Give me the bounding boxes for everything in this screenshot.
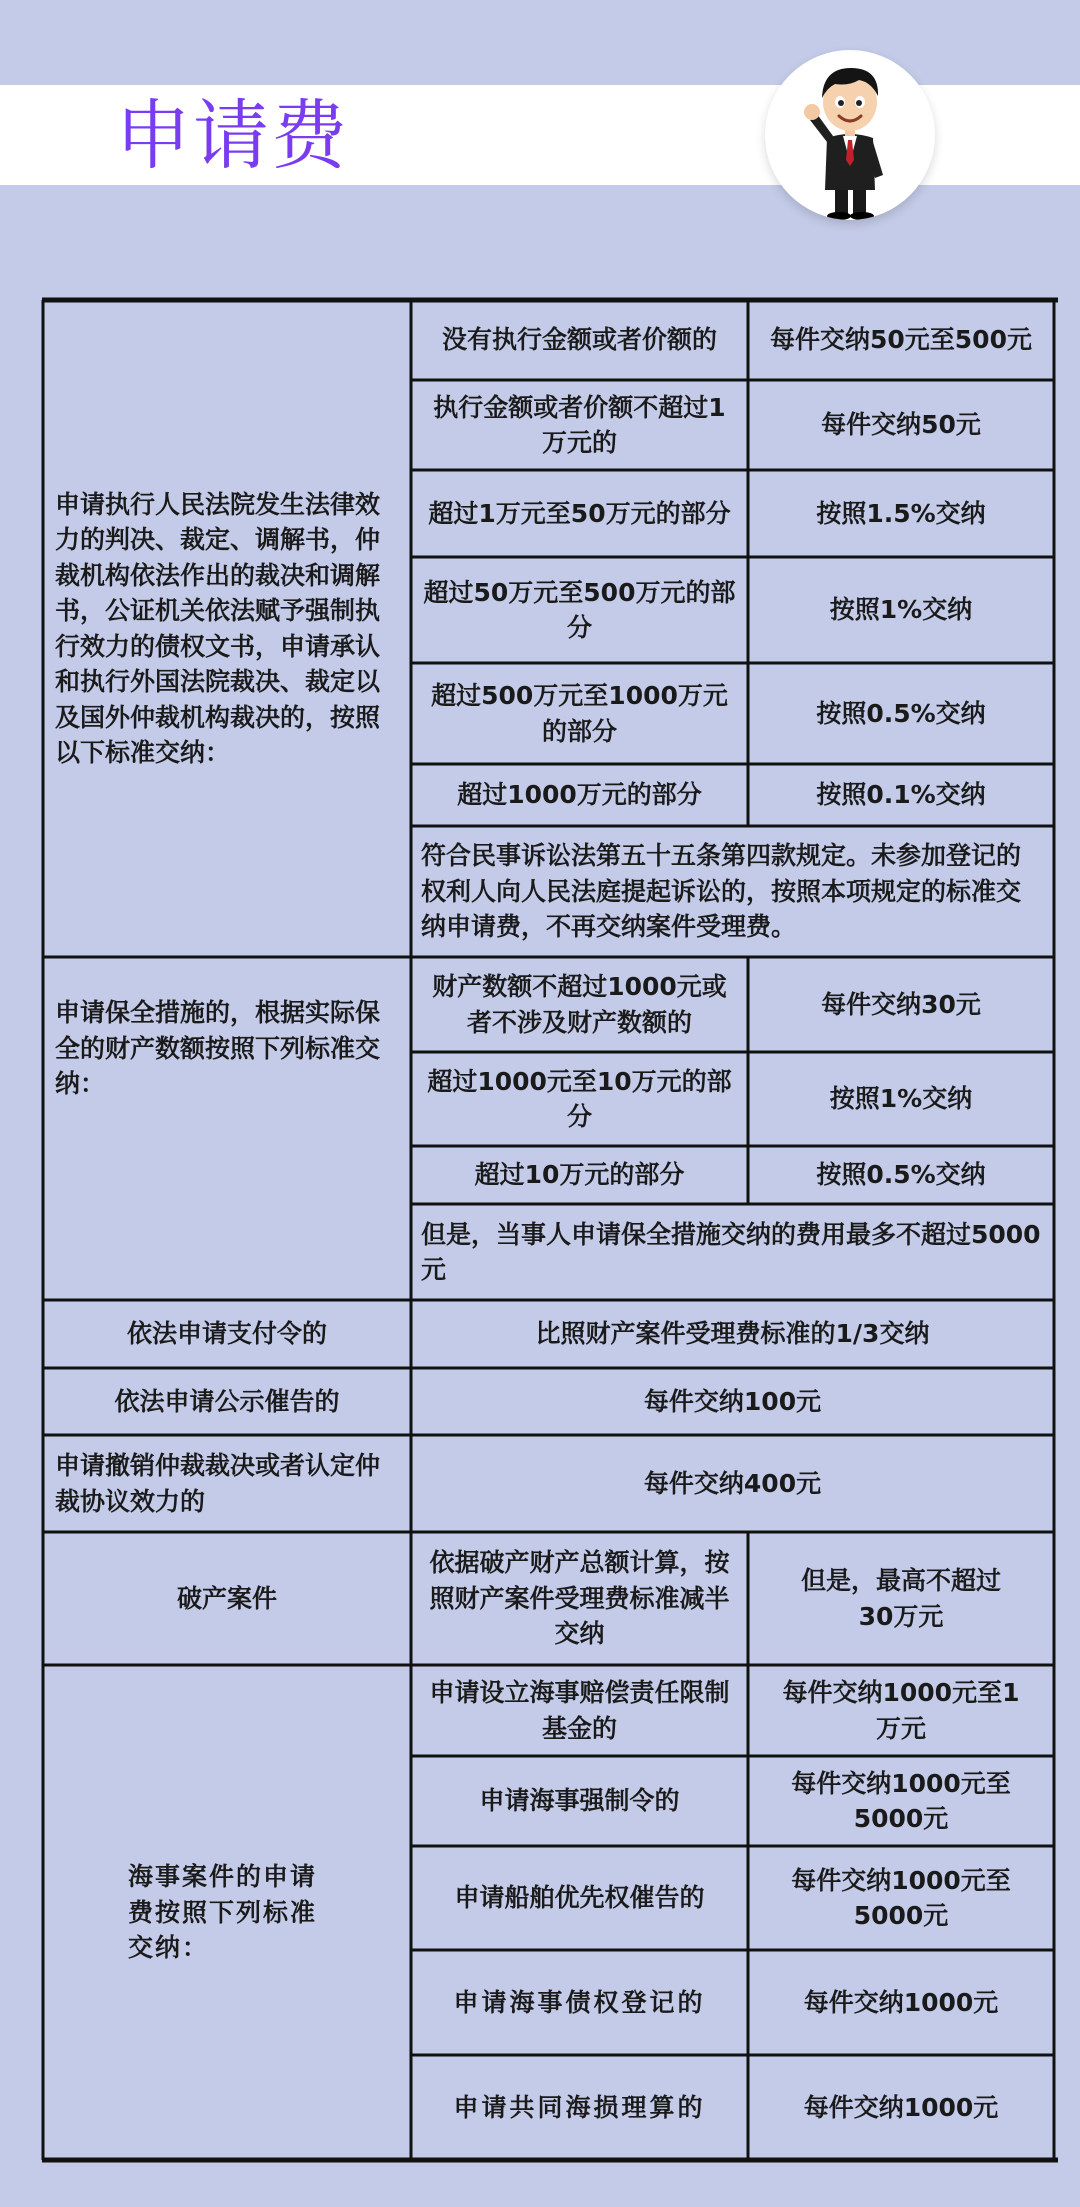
cond-maritime-4: 申请海事债权登记的 (453, 1987, 706, 2017)
note-preservation: 但是，当事人申请保全措施交纳的费用最多不超过5000元 (421, 1219, 1041, 1284)
cond-execution-2: 执行金额或者价额不超过1万元的 (433, 392, 726, 457)
fee-maritime-1: 每件交纳1000元至1万元 (782, 1678, 1020, 1743)
fee-execution-6: 按照0.1%交纳 (816, 780, 986, 810)
cond-preservation-2: 超过1000元至10万元的部分 (427, 1066, 732, 1131)
row-label-execution: 申请执行人民法院发生法律效力的判决、裁定、调解书，仲裁机构依法作出的裁决和调解书，公证机关依法赋予强制执行效力的债权文书，申请承认和执行外国法院裁决、裁定以及国外仲裁机构裁决的，按照以下标准交纳： (55, 489, 381, 767)
cond-preservation-3: 超过10万元的部分 (474, 1160, 685, 1190)
fee-maritime-5: 每件交纳1000元 (803, 2092, 999, 2122)
fee-maritime-3: 每件交纳1000元至5000元 (791, 1865, 1011, 1930)
fee-execution-5: 按照0.5%交纳 (816, 698, 986, 728)
fee-arbitration: 每件交纳400元 (643, 1468, 822, 1498)
fee-preservation-1: 每件交纳30元 (821, 989, 981, 1019)
cond-maritime-1: 申请设立海事赔偿责任限制基金的 (429, 1678, 730, 1743)
cond-execution-4: 超过50万元至500万元的部分 (423, 577, 736, 642)
fee-execution-3: 按照1.5%交纳 (816, 498, 986, 528)
page-title: 申请费 (115, 91, 349, 180)
cond-execution-3: 超过1万元至50万元的部分 (428, 498, 731, 528)
fee-execution-4: 按照1%交纳 (829, 595, 973, 625)
cond-maritime-5: 申请共同海损理算的 (453, 2092, 706, 2122)
cond-preservation-1: 财产数额不超过1000元或者不涉及财产数额的 (432, 972, 727, 1037)
cond-maritime-2: 申请海事强制令的 (479, 1786, 680, 1816)
fee-preservation-3: 按照0.5%交纳 (816, 1160, 986, 1190)
fee-execution-2: 每件交纳50元 (821, 410, 981, 440)
fee-public-notice: 每件交纳100元 (643, 1386, 822, 1416)
cond-execution-1: 没有执行金额或者价额的 (441, 325, 717, 355)
cond-bankruptcy: 依据破产财产总额计算，按照财产案件受理费标准减半交纳 (429, 1548, 730, 1649)
fee-preservation-2: 按照1%交纳 (829, 1084, 973, 1114)
cond-execution-6: 超过1000万元的部分 (457, 780, 702, 810)
row-label-preservation: 申请保全措施的，根据实际保全的财产数额按照下列标准交纳： (55, 998, 381, 1098)
note-execution: 符合民事诉讼法第五十五条第四款规定。未参加登记的权利人向人民法庭提起诉讼的，按照本项规定的标准交纳申请费，不再交纳案件受理费。 (421, 841, 1022, 942)
row-label-bankruptcy: 破产案件 (176, 1583, 277, 1613)
cond-execution-5: 超过500万元至1000万元的部分 (431, 681, 728, 746)
cond-maritime-3: 申请船舶优先权催告的 (454, 1883, 705, 1913)
fee-execution-1: 每件交纳50元至500元 (770, 325, 1032, 355)
row-label-maritime: 海事案件的申请费按照下列标准交纳： (128, 1862, 318, 1963)
row-label-public-notice: 依法申请公示催告的 (114, 1386, 340, 1416)
fee-maritime-2: 每件交纳1000元至5000元 (791, 1768, 1011, 1833)
fee-maritime-4: 每件交纳1000元 (803, 1987, 999, 2017)
fee-payment-order: 比照财产案件受理费标准的1/3交纳 (535, 1319, 930, 1349)
fee-bankruptcy: 但是，最高不超过30万元 (800, 1566, 1001, 1631)
row-label-arbitration: 申请撤销仲裁裁决或者认定仲裁协议效力的 (55, 1451, 381, 1516)
row-label-payment-order: 依法申请支付令的 (126, 1319, 327, 1349)
